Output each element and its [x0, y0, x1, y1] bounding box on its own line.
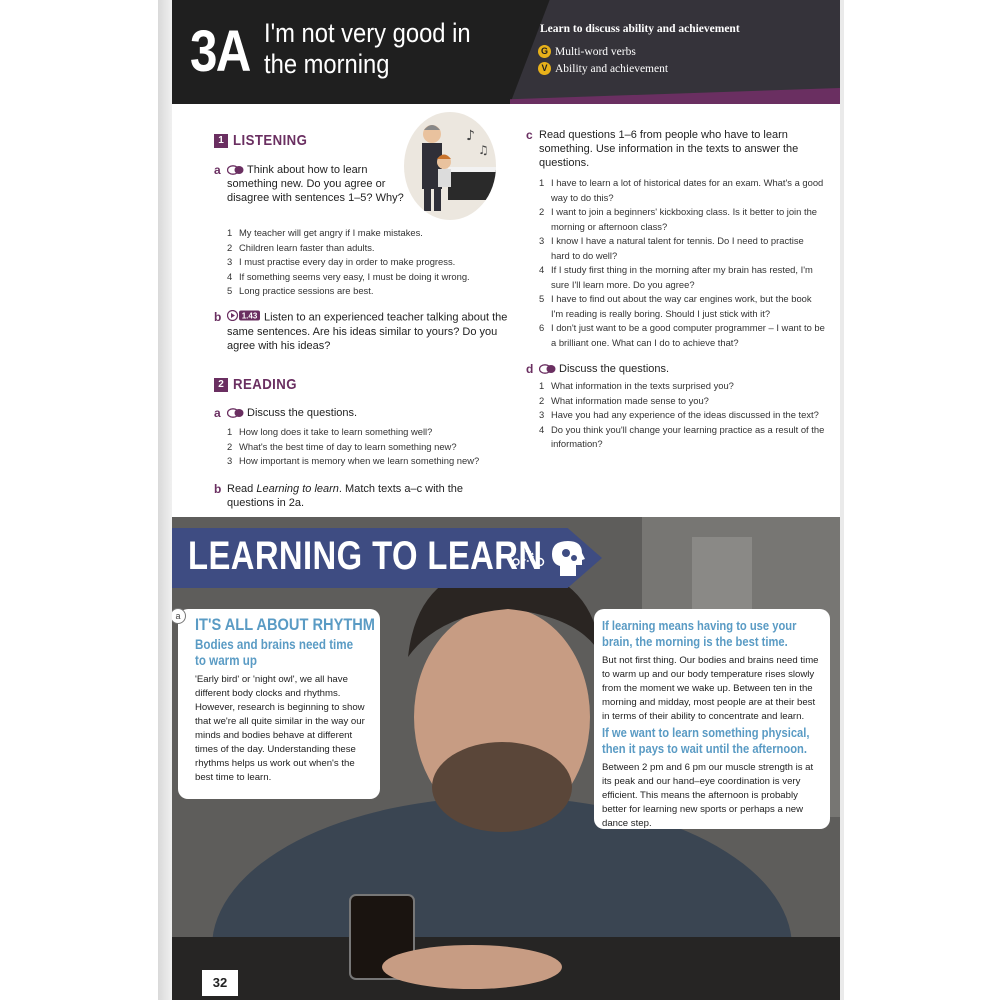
text-right-body-2: Between 2 pm and 6 pm our muscle strength is at its peak and our hand–eye coordination is very efficient. This means the afternoon is probably better for learning new sports or perhaps a new dance step.	[602, 762, 814, 829]
list-item	[227, 425, 527, 440]
text-a-title: IT'S ALL ABOUT RHYTHM	[195, 615, 375, 634]
section-listening-heading	[214, 132, 318, 149]
item-number: 1	[539, 380, 545, 391]
speech-bubbles-icon	[539, 364, 556, 374]
item-number: 1	[539, 177, 545, 188]
brain-gears-icon	[508, 538, 596, 582]
list-item	[539, 292, 825, 321]
exercise-instruction: Discuss the questions.	[247, 407, 358, 419]
text-right-body-1: But not first thing. Our bodies and brains need time to warm up and our body temperature rises slowly from the moment we wake up. Between ten in the morning and midday, most people are at their best in terms of their ability to concentrate and learn.	[602, 655, 819, 722]
exercise-1b	[227, 310, 517, 353]
exercise-2a	[227, 406, 507, 420]
item-text: If something seems very easy, I must be doing it wrong.	[239, 270, 470, 282]
exercise-2c: Read questions 1–6 from people who have to learn something. Use information in the texts to answer the questions.	[539, 129, 799, 169]
article-text-right	[594, 609, 830, 829]
grammar-focus	[538, 45, 636, 58]
item-text: I want to join a beginners' kickboxing class. Is it better to join the morning or afternoon class?	[551, 206, 817, 232]
item-text: What's the best time of day to learn something new?	[239, 440, 457, 452]
piano-teacher-illustration	[404, 112, 496, 220]
list-item	[539, 176, 825, 205]
exercise-label: b	[214, 310, 222, 324]
item-number: 1	[227, 227, 233, 238]
item-number: 3	[539, 235, 545, 246]
list-item	[539, 379, 825, 394]
exercise-label: c	[526, 128, 533, 142]
section-title: LISTENING	[233, 132, 308, 149]
exercise-label: d	[526, 362, 534, 376]
item-number: 2	[539, 394, 545, 406]
speech-bubbles-icon	[227, 165, 244, 175]
text-a-subtitle: Bodies and brains need time to warm up	[195, 637, 354, 668]
article-title: LEARNING TO LEARN	[188, 534, 543, 578]
page-edge	[840, 0, 844, 1000]
item-number: 3	[227, 455, 233, 466]
grammar-icon: G	[538, 45, 551, 58]
item-number: 4	[539, 264, 545, 275]
vocab-icon: V	[538, 62, 551, 75]
item-text: Children learn faster than adults.	[239, 241, 375, 253]
item-text: How long does it take to learn something well?	[239, 426, 433, 437]
item-number: 2	[227, 440, 233, 452]
vocab-focus	[538, 62, 668, 75]
list-item	[539, 408, 825, 423]
list-item	[539, 205, 825, 234]
page-number: 32	[202, 970, 238, 996]
list-item	[227, 284, 527, 299]
article-title-reference: Learning to learn	[256, 483, 339, 495]
item-text: If I study first thing in the morning after my brain has rested, I'm sure I'll learn more. Do you agree?	[551, 264, 813, 290]
question-list	[227, 425, 527, 469]
svg-text:♪: ♪	[466, 128, 475, 144]
item-text: I know I have a natural talent for tennis. Do I need to practise hard to do well?	[551, 235, 804, 261]
item-number: 4	[539, 423, 545, 435]
grammar-text: Multi-word verbs	[555, 45, 636, 58]
item-number: 5	[539, 293, 545, 304]
list-item	[539, 423, 825, 452]
list-item	[539, 234, 825, 263]
list-item	[227, 226, 527, 241]
item-number: 3	[539, 409, 545, 420]
item-number: 6	[539, 322, 545, 333]
question-list	[539, 379, 825, 452]
svg-text:♫: ♫	[478, 143, 489, 157]
item-text: What information made sense to you?	[551, 394, 709, 406]
unit-code: 3A	[190, 19, 250, 84]
list-item	[227, 454, 527, 469]
item-text: My teacher will get angry if I make mistakes.	[239, 227, 423, 238]
exercise-label: a	[214, 406, 221, 420]
item-text: I have to learn a lot of historical dates for an exam. What's a good way to do this?	[551, 177, 824, 203]
question-list	[539, 176, 825, 350]
list-item	[227, 440, 527, 455]
list-item	[227, 255, 527, 270]
vocab-text: Ability and achievement	[555, 62, 669, 75]
list-item	[539, 394, 825, 409]
item-text: I have to find out about the way car engines work, but the book I'm reading is really boring. Should I just stick with it?	[551, 293, 812, 319]
exercise-instruction: Think about how to learn something new. Do you agree or disagree with sentences 1–5? Why?	[227, 164, 404, 204]
text-right-heading-2: If we want to learn something physical, then it pays to wait until the afternoon.	[602, 725, 810, 756]
text-right-heading-1: If learning means having to use your brain, the morning is the best time.	[602, 618, 797, 649]
item-text: What information in the texts surprised you?	[551, 380, 734, 391]
exercise-label: a	[214, 163, 221, 177]
textbook-page	[172, 0, 840, 1000]
exercise-1a	[227, 163, 407, 205]
list-item	[539, 321, 825, 350]
item-text: Do you think you'll change your learning practice as a result of the information?	[551, 423, 825, 449]
exercise-2b: Read Learning to learn. Match texts a–c with the questions in 2a.	[227, 483, 464, 509]
item-number: 2	[539, 206, 545, 217]
item-number: 4	[227, 270, 233, 282]
item-text: Have you had any experience of the ideas discussed in the text?	[551, 409, 819, 420]
speech-bubbles-icon	[227, 408, 244, 418]
exercise-instruction: Listen to an experienced teacher talking about the same sentences. Are his ideas similar to yours? Do you agree with his ideas?	[227, 311, 508, 352]
text-marker: a	[172, 608, 186, 624]
section-reading-heading	[214, 376, 306, 393]
section-number: 2	[214, 378, 228, 392]
list-item	[539, 263, 825, 292]
item-text: I must practise every day in order to make progress.	[239, 256, 456, 267]
text-a-body: 'Early bird' or 'night owl', we all have different body clocks and rhythms. However, research is beginning to show that we're all quite similar in the way our minds and bodies behave at different times of the day. Understanding these rhythms helps us work out when's the best time to learn.	[195, 674, 365, 783]
exercise-2d	[539, 362, 819, 376]
audio-track-number: 1.43	[241, 311, 258, 321]
exercise-label: b	[214, 482, 222, 496]
section-title: READING	[233, 376, 297, 393]
statement-list	[227, 226, 527, 299]
exercise-instruction: Discuss the questions.	[559, 363, 670, 375]
list-item	[227, 270, 527, 285]
item-text: I don't just want to be a good computer programmer – I want to be a brilliant one. What can I do to achieve that?	[551, 322, 825, 348]
section-number: 1	[214, 134, 228, 148]
item-number: 2	[227, 241, 233, 253]
list-item	[227, 241, 527, 256]
lesson-aim: Learn to discuss ability and achievement	[540, 23, 740, 35]
item-text: How important is memory when we learn something new?	[239, 455, 480, 466]
unit-title: I'm not very good in the morning	[264, 18, 471, 79]
item-number: 5	[227, 285, 233, 296]
article-text-a	[175, 609, 380, 799]
item-text: Long practice sessions are best.	[239, 285, 374, 296]
item-number: 3	[227, 256, 233, 267]
audio-track-badge[interactable]	[227, 310, 261, 325]
item-number: 1	[227, 426, 233, 437]
